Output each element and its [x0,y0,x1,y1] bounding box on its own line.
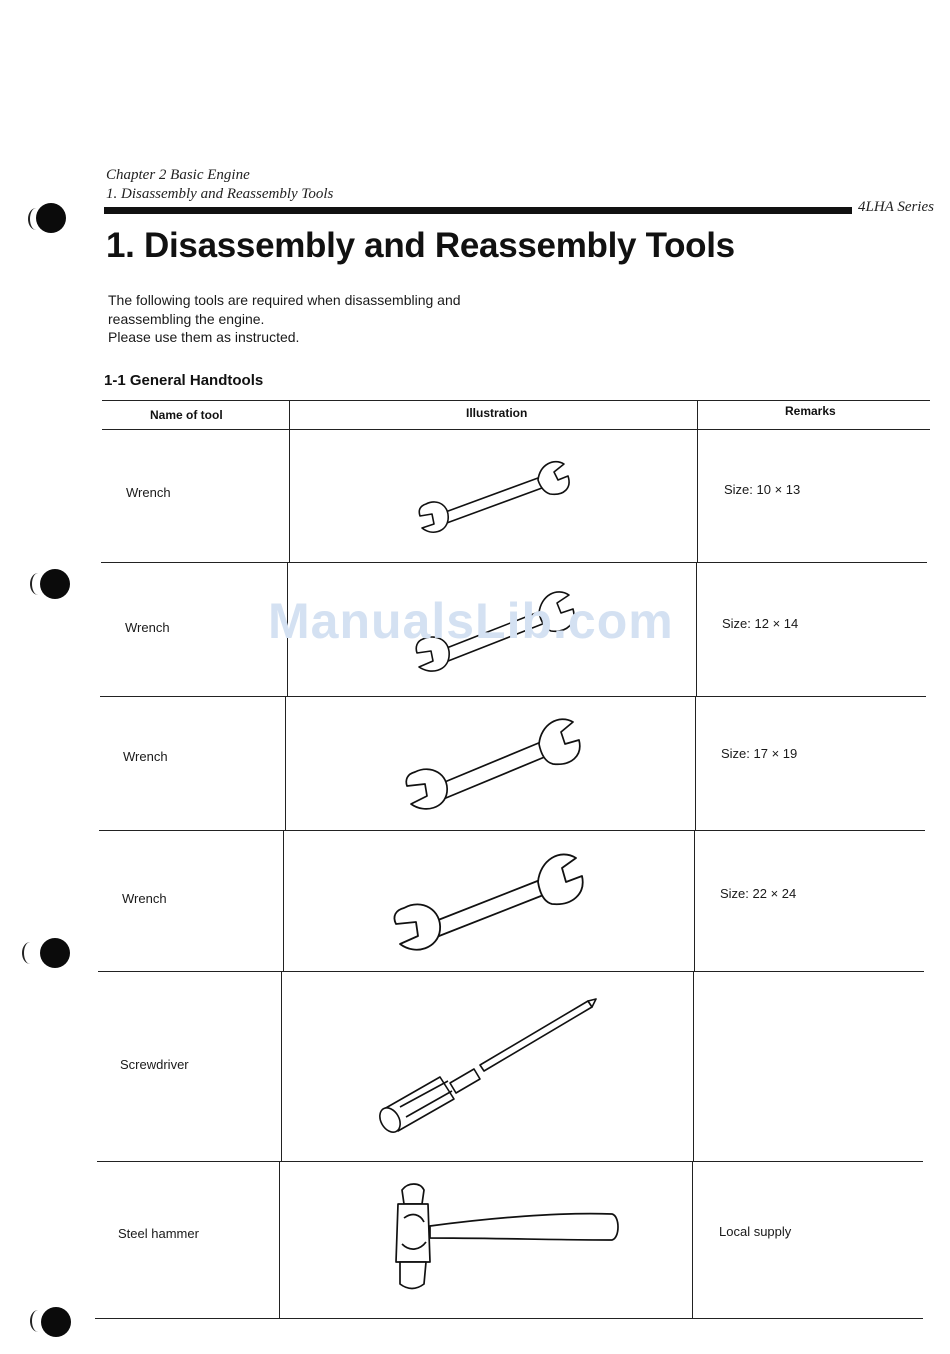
watermark: ManualsLib.com [268,593,674,649]
tool-name: Screwdriver [120,1057,189,1072]
tool-remarks: Size: 12 × 14 [722,616,799,631]
tool-name: Wrench [122,891,167,906]
table-column-rule [697,400,698,562]
header-rule [104,207,852,214]
tool-remarks: Local supply [719,1224,792,1239]
binder-hole-arc [30,573,46,595]
section-title: 1-1 General Handtools [104,372,264,389]
intro-paragraph [108,291,461,347]
wrench-icon [400,440,590,550]
table-column-rule [696,562,697,696]
column-header-illustration: Illustration [466,406,528,420]
binder-hole-arc [30,1310,46,1332]
table-column-rule [693,971,694,1161]
binder-hole-arc [22,942,38,964]
table-rule [97,1161,923,1162]
hammer-icon [380,1182,625,1297]
section-label: 1. Disassembly and Reassembly Tools [106,186,334,202]
tool-remarks: Size: 10 × 13 [724,482,801,497]
screwdriver-icon [370,995,605,1145]
table-rule [102,429,930,430]
tool-name: Steel hammer [118,1226,199,1241]
table-column-rule [692,1161,693,1318]
table-column-rule [694,830,695,971]
table-column-rule [281,971,282,1161]
tool-name: Wrench [123,749,168,764]
wrench-icon [372,836,602,966]
binder-hole [40,938,70,968]
table-rule [95,1318,923,1319]
intro-line: The following tools are required when disassembling and [108,292,461,308]
intro-line: reassembling the engine. [108,310,265,327]
tool-remarks: Size: 22 × 24 [720,886,797,901]
column-header-remarks: Remarks [785,404,836,418]
table-rule [98,971,924,972]
table-rule [101,562,927,563]
tool-name: Wrench [126,485,171,500]
table-column-rule [289,400,290,562]
table-column-rule [283,830,284,971]
table-column-rule [695,696,696,830]
tool-remarks: Size: 17 × 19 [721,746,798,761]
running-header [106,166,333,204]
binder-hole-arc [28,208,44,230]
intro-line: Please use them as instructed. [108,329,300,345]
table-column-rule [279,1161,280,1318]
series-label: 4LHA Series [858,199,934,215]
column-header-name: Name of tool [150,408,223,422]
table-rule [99,830,925,831]
chapter-label: Chapter 2 Basic Engine [106,167,250,183]
tool-name: Wrench [125,620,170,635]
table-rule [102,400,930,401]
wrench-icon [385,700,595,825]
page-title: 1. Disassembly and Reassembly Tools [106,226,735,265]
table-column-rule [285,696,286,830]
table-rule [100,696,926,697]
